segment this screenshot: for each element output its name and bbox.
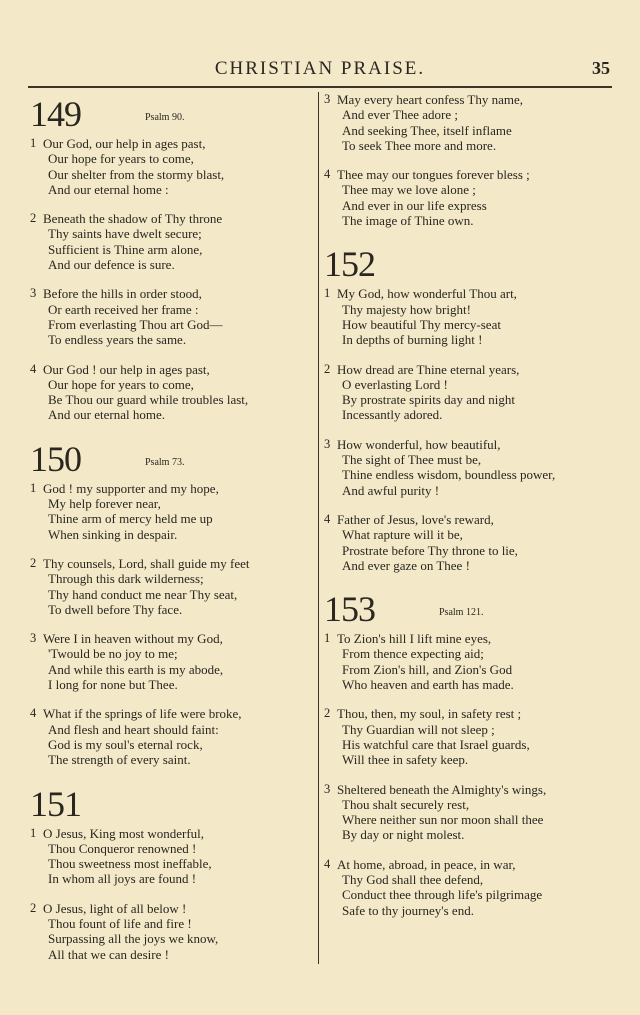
stanza <box>30 211 316 272</box>
verse-line: When sinking in despair. <box>48 526 178 542</box>
stanza <box>324 706 614 767</box>
stanza <box>30 286 316 347</box>
verse-line: Thine arm of mercy held me up <box>48 511 213 527</box>
psalm-reference: Psalm 90. <box>145 112 185 123</box>
stanza <box>30 706 316 767</box>
stanza <box>324 92 614 153</box>
verse-line: To Zion's hill I lift mine eyes, <box>337 631 492 647</box>
hymn <box>30 92 316 423</box>
stanza <box>30 362 316 423</box>
verse-line: Surpassing all the joys we know, <box>48 931 219 947</box>
verse-line: Thy majesty how bright! <box>342 301 471 317</box>
verse-line: Our hope for years to come, <box>48 376 194 392</box>
verse-line: Through this dark wilderness; <box>48 571 204 587</box>
hymn-number: 152 <box>324 244 375 285</box>
verse-line: O Jesus, light of all below ! <box>43 900 187 916</box>
verse-line: Thy counsels, Lord, shall guide my feet <box>43 555 250 571</box>
hymn-header <box>324 587 614 631</box>
verse-line: Where neither sun nor moon shall thee <box>342 812 544 828</box>
verse-line: Thy saints have dwelt secure; <box>48 226 202 242</box>
verse-line: And awful purity ! <box>342 482 440 498</box>
verse-line: My help forever near, <box>48 496 161 512</box>
column-divider <box>318 92 319 964</box>
verse-line: And seeking Thee, itself inflame <box>342 122 512 138</box>
stanza-number: 4 <box>324 856 331 871</box>
verse-line: And ever Thee adore ; <box>342 107 458 123</box>
verse-line: Be Thou our guard while troubles last, <box>48 392 249 408</box>
verse-line: Thee may we love alone ; <box>342 182 476 198</box>
stanza-number: 4 <box>30 361 37 376</box>
verse-line: Before the hills in order stood, <box>43 286 202 302</box>
stanza-number: 4 <box>324 511 331 526</box>
verse-line: At home, abroad, in peace, in war, <box>337 856 516 872</box>
verse-line: Our God, our help in ages past, <box>43 136 206 151</box>
verse-line: What rapture will it be, <box>342 527 463 543</box>
verse-line: Our hope for years to come, <box>48 151 194 167</box>
verse-line: My God, how wonderful Thou art, <box>337 286 517 302</box>
stanza-number: 3 <box>324 92 331 106</box>
verse-line: From thence expecting aid; <box>342 646 484 662</box>
stanza <box>30 826 316 887</box>
verse-line: By day or night molest. <box>342 827 465 843</box>
verse-line: Who heaven and earth has made. <box>342 677 514 693</box>
verse-line: Thou sweetness most ineffable, <box>48 856 212 872</box>
verse-line: Thou Conqueror renowned ! <box>48 840 197 856</box>
stanza <box>30 631 316 692</box>
verse-line: Thou fount of life and fire ! <box>48 915 192 931</box>
stanza <box>30 136 316 197</box>
verse-line: And ever gaze on Thee ! <box>342 557 470 573</box>
verse-line: By prostrate spirits day and night <box>342 392 515 408</box>
hymn <box>324 587 614 918</box>
verse-line: May every heart confess Thy name, <box>337 92 524 107</box>
right-column <box>324 92 614 932</box>
stanza <box>30 556 316 617</box>
stanza-number: 2 <box>30 900 37 915</box>
stanza-number: 3 <box>30 286 37 301</box>
verse-line: And while this earth is my abode, <box>48 661 224 677</box>
hymn-header <box>30 92 316 136</box>
verse-line: Thee may our tongues forever bless ; <box>337 167 530 183</box>
stanza-number: 4 <box>324 167 331 182</box>
verse-line: To endless years the same. <box>48 332 187 348</box>
verse-line: To dwell before Thy face. <box>48 601 183 617</box>
stanza-number: 4 <box>30 706 37 721</box>
stanza-number: 1 <box>324 631 331 646</box>
verse-line: Were I in heaven without my God, <box>43 631 223 647</box>
hymn <box>324 242 614 573</box>
verse-line: The sight of Thee must be, <box>342 452 482 468</box>
hymn-header <box>324 242 614 286</box>
psalm-reference: Psalm 121. <box>439 607 484 619</box>
hymn-number: 153 <box>324 589 375 630</box>
stanza <box>324 362 614 423</box>
stanza-number: 1 <box>30 480 37 495</box>
verse-line: Our shelter from the stormy blast, <box>48 166 225 182</box>
stanza-number: 2 <box>30 555 37 570</box>
verse-line: In depths of burning light ! <box>342 332 483 348</box>
hymn <box>30 782 316 962</box>
verse-line: Our God ! our help in ages past, <box>43 361 210 377</box>
verse-line: How beautiful Thy mercy-seat <box>342 316 501 332</box>
stanza-number: 2 <box>30 211 37 226</box>
verse-line: His watchful care that Israel guards, <box>342 736 530 752</box>
verse-line: And ever in our life express <box>342 197 487 213</box>
hymn-number: 150 <box>30 438 81 479</box>
stanza-number: 1 <box>30 825 37 840</box>
verse-line: Father of Jesus, love's reward, <box>337 511 494 527</box>
verse-line: Beneath the shadow of Thy throne <box>43 211 223 227</box>
stanza <box>324 631 614 692</box>
stanza-number: 3 <box>324 436 331 451</box>
stanza <box>30 481 316 542</box>
verse-line: And our eternal home : <box>48 181 169 197</box>
psalm-reference: Psalm 73. <box>145 456 185 468</box>
verse-line: Safe to thy journey's end. <box>342 902 474 918</box>
verse-line: God is my soul's eternal rock, <box>48 736 203 752</box>
verse-line: O everlasting Lord ! <box>342 376 448 392</box>
header-rule <box>28 86 612 88</box>
stanza-number: 1 <box>30 136 37 150</box>
verse-line: Thy Guardian will not sleep ; <box>342 721 495 737</box>
stanza <box>324 286 614 347</box>
stanza <box>324 437 614 498</box>
verse-line: All that we can desire ! <box>48 946 169 962</box>
verse-line: 'Twould be no joy to me; <box>48 646 178 662</box>
verse-line: From Zion's hill, and Zion's God <box>342 661 513 677</box>
verse-line: Thou shalt securely rest, <box>342 796 470 812</box>
stanza-number: 3 <box>30 631 37 646</box>
hymn-number: 149 <box>30 94 81 134</box>
verse-line: And flesh and heart should faint: <box>48 721 219 737</box>
hymn-number: 151 <box>30 783 81 824</box>
stanza-number: 2 <box>324 706 331 721</box>
verse-line: Thou, then, my soul, in safety rest ; <box>337 706 522 722</box>
verse-line: Incessantly adored. <box>342 407 443 423</box>
hymn-header <box>30 782 316 826</box>
verse-line: Sufficient is Thine arm alone, <box>48 241 203 257</box>
verse-line: And our defence is sure. <box>48 257 175 273</box>
hymn <box>324 92 614 228</box>
left-column <box>30 92 316 976</box>
stanza-number: 2 <box>324 361 331 376</box>
verse-line: To seek Thee more and more. <box>342 137 497 153</box>
verse-line: Or earth received her frame : <box>48 301 199 317</box>
verse-line: Thy God shall thee defend, <box>342 871 484 887</box>
verse-line: Thine endless wisdom, boundless power, <box>342 467 556 483</box>
verse-line: How wonderful, how beautiful, <box>337 436 501 452</box>
verse-line: In whom all joys are found ! <box>48 871 197 887</box>
verse-line: The image of Thine own. <box>342 213 474 229</box>
verse-line: Sheltered beneath the Almighty's wings, <box>337 781 547 797</box>
verse-line: How dread are Thine eternal years, <box>337 361 520 377</box>
stanza <box>324 512 614 573</box>
stanza <box>324 782 614 843</box>
verse-line: God ! my supporter and my hope, <box>43 480 219 496</box>
hymn-header <box>30 437 316 481</box>
stanza-number: 3 <box>324 781 331 796</box>
stanza <box>324 167 614 228</box>
stanza <box>30 901 316 962</box>
verse-line: And our eternal home. <box>48 407 165 423</box>
verse-line: Thy hand conduct me near Thy seat, <box>48 586 238 602</box>
verse-line: Prostrate before Thy throne to lie, <box>342 542 518 558</box>
page-number: 35 <box>592 58 610 78</box>
stanza-number: 1 <box>324 286 331 301</box>
verse-line: O Jesus, King most wonderful, <box>43 825 205 841</box>
hymn <box>30 437 316 768</box>
verse-line: I long for none but Thee. <box>48 677 178 693</box>
running-title: CHRISTIAN PRAISE. <box>214 58 426 79</box>
verse-line: What if the springs of life were broke, <box>43 706 242 722</box>
stanza <box>324 857 614 918</box>
verse-line: From everlasting Thou art God— <box>48 316 223 332</box>
verse-line: Conduct thee through life's pilgrimage <box>342 887 543 903</box>
verse-line: Will thee in safety keep. <box>342 752 469 768</box>
verse-line: The strength of every saint. <box>48 752 191 768</box>
